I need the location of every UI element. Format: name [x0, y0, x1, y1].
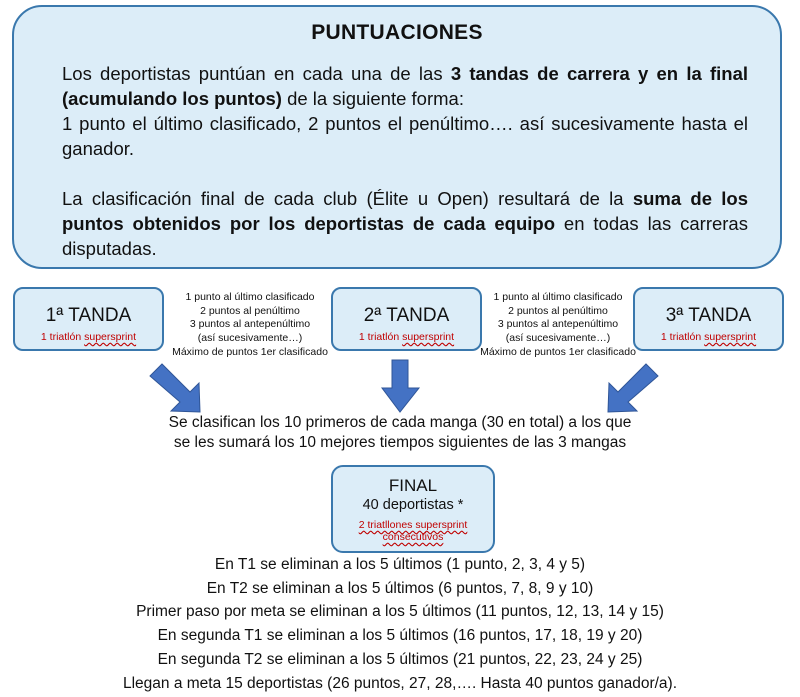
- tanda-2-sub-b: supersprint: [402, 331, 455, 343]
- p2-text-a: La clasificación final de cada club (Élite u Open) resultará de la: [62, 188, 633, 209]
- p2-bold: suma de los puntos obtenidos por los deportistas de cada equipo: [62, 188, 748, 234]
- p1-text-d: 1 punto el último clasificado, 2 puntos el penúltimo…. así sucesivamente hasta el ganador.: [62, 113, 748, 159]
- tanda-3-box: [633, 287, 784, 351]
- tanda-1-box: [13, 287, 164, 351]
- elimination-line-2: En T2 se eliminan a los 5 últimos (6 puntos, 7, 8, 9 y 10): [206, 579, 594, 597]
- arrow-down-right-icon: [148, 360, 220, 416]
- note-2-line-1: 1 punto al último clasificado: [493, 291, 623, 303]
- tanda-3-label: 3ª TANDA: [665, 305, 752, 326]
- note-2-line-4: (así sucesivamente…): [505, 332, 611, 345]
- elimination-list: [0, 553, 800, 695]
- elimination-line-1: En T1 se eliminan a los 5 últimos (1 punto, 2, 3, 4 y 5): [214, 556, 586, 573]
- elimination-line-4: En segunda T1 se eliminan a los 5 últimos (16 puntos, 17, 18, 19 y 20): [157, 627, 643, 645]
- p1-text-c: de la siguiente forma:: [281, 88, 464, 109]
- p1-text-a: Los deportistas puntúan en cada una de las: [62, 63, 451, 84]
- note-1-line-5: Máximo de puntos 1er clasificado: [172, 345, 328, 358]
- puntuaciones-paragraph-2: [62, 186, 748, 261]
- note-1-line-1: 1 punto al último clasificado: [185, 291, 315, 303]
- tanda-1-sub: [15, 331, 162, 343]
- note-1-line-3: 3 puntos al antepenúltimo: [189, 318, 311, 331]
- note-1-line-4: (así sucesivamente…): [197, 332, 303, 345]
- final-count: 40 deportistas *: [362, 497, 464, 513]
- tanda-1-label: 1ª TANDA: [45, 305, 132, 326]
- puntuaciones-paragraph-1: [62, 61, 748, 161]
- tanda-1-sub-a: 1 triatlón: [40, 331, 85, 343]
- arrow-down-left-icon: [588, 360, 660, 416]
- final-sub-b: consecutivos: [382, 531, 444, 543]
- points-note-1: [165, 291, 335, 360]
- elimination-line-3: Primer paso por meta se eliminan a los 5 últimos (11 puntos, 12, 13, 14 y 15): [136, 603, 664, 621]
- qualification-line-1: Se clasifican los 10 primeros de cada manga (30 en total) a los que: [168, 414, 632, 431]
- qualification-text: [0, 413, 800, 453]
- final-sub-a: 2 triatllones supersprint: [358, 519, 468, 531]
- final-sub: [333, 519, 493, 543]
- tanda-3-sub: [635, 331, 782, 343]
- arrow-down-icon: [381, 358, 421, 414]
- note-2-line-3: 3 puntos al antepenúltimo: [497, 318, 619, 331]
- elimination-line-5: En segunda T2 se eliminan a los 5 últimos (21 puntos, 22, 23, 24 y 25): [157, 650, 643, 668]
- elimination-line-6: Llegan a meta 15 deportistas (26 puntos, 27, 28,…. Hasta 40 puntos ganador/a).: [122, 674, 678, 692]
- note-2-line-5: Máximo de puntos 1er clasificado: [480, 345, 636, 358]
- qualification-line-2: se les sumará los 10 mejores tiempos siguientes de las 3 mangas: [173, 434, 627, 451]
- note-2-line-2: 2 puntos al penúltimo: [508, 304, 608, 317]
- final-box: [331, 465, 495, 553]
- tanda-2-sub: [333, 331, 480, 343]
- tanda-2-box: [331, 287, 482, 351]
- tanda-2-sub-a: 1 triatlón: [358, 331, 403, 343]
- tanda-1-sub-b: supersprint: [84, 331, 137, 343]
- tanda-2-label: 2ª TANDA: [363, 305, 450, 326]
- p1-bold: 3 tandas de carrera y en la final (acumulando los puntos): [62, 63, 749, 109]
- points-note-2: [472, 291, 644, 360]
- tanda-3-sub-a: 1 triatlón: [660, 331, 705, 343]
- puntuaciones-text: [62, 61, 748, 261]
- final-title: FINAL: [388, 476, 438, 495]
- puntuaciones-box: [12, 5, 782, 269]
- note-1-line-2: 2 puntos al penúltimo: [200, 304, 300, 317]
- puntuaciones-title: PUNTUACIONES: [311, 21, 483, 44]
- p2-text-c: en todas las carreras disputadas.: [62, 213, 748, 259]
- tanda-3-sub-b: supersprint: [704, 331, 757, 343]
